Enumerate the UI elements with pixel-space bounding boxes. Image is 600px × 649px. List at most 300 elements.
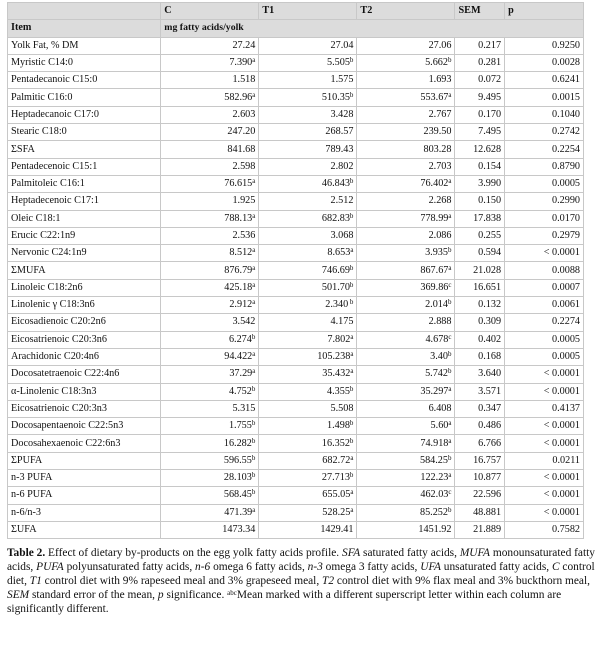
cell-t1 [259,504,357,521]
cell-value: 0.281 [478,57,502,69]
cell-c [161,279,259,296]
table-row [8,106,584,123]
cell-c [161,245,259,262]
cell-value: 462.03 [420,489,449,501]
cell-value: 21.889 [473,524,502,536]
cell-value: 1.755 [228,420,252,432]
cell-t1 [259,279,357,296]
cell-value: 0.2274 [551,316,580,328]
table-caption [7,546,599,616]
cell-p [505,331,584,348]
cell-value: 0.0028 [551,57,580,69]
cell-p [505,175,584,192]
significance-letter: b [349,263,354,272]
row-label: Oleic C18:1 [8,210,161,227]
significance-letter: a [448,263,452,272]
cell-t2 [357,37,455,54]
cell-value: 0.170 [478,108,502,120]
cell-value: 27.06 [428,39,452,51]
cell-value: 0.0005 [551,351,580,363]
cell-c [161,470,259,487]
significance-letter: a [252,211,256,220]
significance-letter: a [448,211,452,220]
cell-value: 1.518 [232,74,256,86]
cell-value: 27.713 [321,472,350,484]
cell-p [505,348,584,365]
header-c: C [161,3,259,20]
row-label: Erucic C22:1n9 [8,227,161,244]
cell-c [161,193,259,210]
cell-value: 682.72 [322,454,351,466]
caption-segment: Effect of dietary by-products on the egg yolk fatty acids profile. [45,547,343,560]
row-label: Linolenic γ C18:3n6 [8,297,161,314]
table-row [8,521,584,538]
cell-p [505,89,584,106]
significance-letter: b [348,298,354,307]
cell-value: 2.603 [232,108,256,120]
row-label: α-Linolenic C18:3n3 [8,383,161,400]
cell-value: 510.35 [321,91,350,103]
cell-c [161,348,259,365]
cell-sem [455,418,505,435]
table-row [8,348,584,365]
cell-value: 0.0088 [551,264,580,276]
cell-t2 [357,435,455,452]
cell-value: 122.23 [420,472,449,484]
cell-sem [455,314,505,331]
cell-t1 [259,331,357,348]
table-row [8,504,584,521]
cell-value: 803.28 [423,143,452,155]
table-row [8,158,584,175]
cell-value: 12.628 [473,143,502,155]
cell-sem [455,348,505,365]
cell-value: 0.255 [478,230,502,241]
caption-abbrev: T1 [29,575,42,588]
significance-letter: b [447,453,452,462]
cell-sem [455,245,505,262]
row-label: ΣPUFA [8,452,161,469]
row-label: Myristic C14:0 [8,54,161,71]
significance-letter: b [251,453,256,462]
caption-abbrev: n-6 [195,561,211,574]
cell-t1 [259,418,357,435]
cell-t1 [259,521,357,538]
caption-abbrev: UFA [420,561,441,574]
caption-superscript: abc [227,589,237,598]
significance-letter: c [448,332,452,341]
cell-value: 16.757 [473,454,502,466]
significance-letter: b [349,384,354,393]
caption-text [7,547,595,615]
cell-p [505,227,584,244]
row-label: Heptadecenoic C17:1 [8,193,161,210]
cell-value: 0.594 [478,247,502,259]
significance-letter: b [251,471,256,480]
row-label: Eicosatrienoic C20:3n3 [8,400,161,417]
table-row [8,89,584,106]
significance-letter: a [252,263,256,272]
cell-t1 [259,452,357,469]
significance-letter: b [349,56,354,65]
header-sem: SEM [455,3,505,20]
significance-letter: c [448,488,452,497]
cell-sem [455,72,505,89]
caption-abbrev: n-3 [307,561,323,574]
table-row [8,210,584,227]
cell-value: 0.0061 [551,299,580,311]
caption-segment: Mean marked with a different superscript letter within each column are significantly different. [7,589,562,616]
cell-sem [455,37,505,54]
table-row [8,37,584,54]
cell-p [505,158,584,175]
cell-sem [455,331,505,348]
row-label: Nervonic C24:1n9 [8,245,161,262]
significance-letter: b [447,298,452,307]
cell-value: 2.086 [428,230,452,241]
cell-c [161,262,259,279]
cell-value: 0.217 [478,39,502,51]
cell-t2 [357,89,455,106]
significance-letter: b [349,436,354,445]
cell-value: 841.68 [227,143,256,155]
cell-value: 1.925 [232,195,256,207]
table-row [8,245,584,262]
cell-c [161,452,259,469]
cell-value: < 0.0001 [543,472,580,484]
cell-p [505,245,584,262]
table-row [8,279,584,296]
cell-value: 568.45 [223,489,252,501]
cell-value: 0.486 [478,420,502,432]
cell-value: < 0.0001 [543,437,580,449]
cell-sem [455,158,505,175]
caption-segment: saturated fatty acids, [360,547,460,560]
significance-letter: b [349,280,354,289]
row-label: Eicosadienoic C20:2n6 [8,314,161,331]
cell-t1 [259,193,357,210]
row-label: Palmitic C16:0 [8,89,161,106]
cell-value: 0.402 [478,333,502,345]
cell-sem [455,487,505,504]
cell-p [505,452,584,469]
table-row [8,331,584,348]
cell-t2 [357,193,455,210]
cell-value: 6.408 [428,402,452,414]
cell-t2 [357,331,455,348]
cell-p [505,366,584,383]
cell-value: 16.651 [473,281,502,293]
significance-letter: a [350,350,354,359]
cell-value: 2.767 [428,108,452,120]
cell-t1 [259,175,357,192]
cell-t2 [357,504,455,521]
table-row [8,418,584,435]
row-label: Docosatetraenoic C22:4n6 [8,366,161,383]
row-label: Docosapentaenoic C22:5n3 [8,418,161,435]
cell-value: 3.40 [430,351,448,363]
header-t2: T2 [357,3,455,20]
row-label: n-6/n-3 [8,504,161,521]
cell-t2 [357,54,455,71]
cell-value: 5.505 [327,57,350,69]
table-row [8,297,584,314]
cell-value: 2.598 [232,160,256,172]
cell-value: < 0.0001 [543,247,580,259]
cell-value: 3.990 [478,178,502,190]
cell-t1 [259,435,357,452]
cell-sem [455,124,505,141]
cell-t2 [357,452,455,469]
cell-p [505,297,584,314]
significance-letter: b [447,367,452,376]
cell-sem [455,227,505,244]
cell-t1 [259,383,357,400]
cell-p [505,124,584,141]
cell-sem [455,504,505,521]
cell-t2 [357,141,455,158]
cell-c [161,487,259,504]
column-header-row [8,3,584,20]
cell-p [505,470,584,487]
cell-value: < 0.0001 [543,385,580,397]
caption-segment: control diet with 9% rapeseed meal and 3% grapeseed meal, [41,575,323,588]
cell-c [161,504,259,521]
cell-value: 7.802 [327,333,351,345]
cell-value: 0.0015 [551,91,580,103]
cell-c [161,418,259,435]
caption-abbrev: MUFA [459,547,490,560]
cell-t2 [357,487,455,504]
table-row [8,487,584,504]
cell-c [161,210,259,227]
cell-value: 268.57 [325,126,354,138]
cell-value: 3.542 [232,316,256,328]
cell-value: 27.04 [330,39,354,51]
fatty-acid-table [7,2,584,539]
cell-value: 0.2742 [551,126,580,138]
cell-t2 [357,348,455,365]
cell-t1 [259,297,357,314]
cell-t1 [259,348,357,365]
cell-t1 [259,141,357,158]
cell-value: 1.498 [327,420,350,432]
caption-abbrev: SFA [342,547,361,560]
significance-letter: b [349,471,354,480]
cell-sem [455,366,505,383]
cell-value: 0.7582 [551,524,580,536]
cell-t1 [259,262,357,279]
cell-value: 2.536 [232,230,256,241]
cell-value: 5.315 [232,402,256,414]
cell-value: 1451.92 [418,524,452,536]
cell-t1 [259,54,357,71]
cell-sem [455,521,505,538]
cell-c [161,383,259,400]
cell-t2 [357,158,455,175]
item-header: Item [8,20,161,37]
cell-sem [455,452,505,469]
cell-value: 4.678 [425,333,449,345]
cell-value: 2.802 [330,160,354,172]
cell-t2 [357,262,455,279]
significance-letter: a [350,332,354,341]
cell-value: 0.0005 [551,333,580,345]
cell-value: 425.18 [224,281,253,293]
cell-t1 [259,400,357,417]
cell-t2 [357,314,455,331]
cell-c [161,158,259,175]
significance-letter: c [448,280,452,289]
cell-t2 [357,210,455,227]
significance-letter: a [252,350,256,359]
table-row [8,193,584,210]
significance-letter: a [448,90,452,99]
row-label: ΣSFA [8,141,161,158]
cell-p [505,262,584,279]
significance-letter: a [252,177,256,186]
cell-value: 10.877 [473,472,502,484]
cell-value: 2.512 [330,195,354,207]
caption-segment: standard error of the mean, [29,589,158,602]
significance-letter: a [350,367,354,376]
cell-value: 9.495 [478,91,502,103]
significance-letter: a [350,488,354,497]
cell-p [505,504,584,521]
cell-value: 37.29 [229,368,253,380]
caption-abbrev: T2 [322,575,335,588]
cell-c [161,106,259,123]
cell-c [161,297,259,314]
caption-segment: monounsaturated fatty acids, [7,547,596,574]
cell-value: 5.662 [425,57,448,69]
significance-letter: a [350,505,354,514]
cell-sem [455,210,505,227]
cell-value: 48.881 [473,506,502,518]
cell-value: 3.068 [330,230,354,241]
cell-c [161,521,259,538]
significance-letter: b [447,505,452,514]
cell-value: 876.79 [224,264,253,276]
cell-value: 21.028 [473,264,502,276]
cell-c [161,141,259,158]
significance-letter: b [349,419,354,428]
cell-value: 5.508 [330,402,354,414]
significance-letter: a [252,90,256,99]
cell-value: 1473.34 [222,524,256,536]
unit-label: mg fatty acids/yolk [161,20,584,37]
cell-value: 16.282 [223,437,252,449]
cell-value: < 0.0001 [543,420,580,432]
cell-t1 [259,227,357,244]
cell-value: 501.70 [321,281,350,293]
cell-p [505,400,584,417]
cell-value: 8.512 [229,247,253,259]
cell-c [161,400,259,417]
cell-value: 553.67 [420,91,449,103]
cell-value: 0.0005 [551,178,580,190]
cell-sem [455,383,505,400]
table-row [8,400,584,417]
cell-t1 [259,487,357,504]
cell-value: 0.150 [478,195,502,207]
row-label: n-6 PUFA [8,487,161,504]
significance-letter: b [251,332,256,341]
cell-value: 788.13 [224,212,253,224]
cell-t1 [259,210,357,227]
caption-segment: unsaturated fatty acids, [440,561,552,574]
row-label: n-3 PUFA [8,470,161,487]
row-label: Pentadecenoic C15:1 [8,158,161,175]
cell-sem [455,175,505,192]
row-label: Linoleic C18:2n6 [8,279,161,296]
cell-value: 746.69 [321,264,350,276]
caption-abbrev: SEM [7,589,30,602]
cell-sem [455,106,505,123]
cell-value: 0.347 [478,402,502,414]
cell-value: < 0.0001 [543,506,580,518]
table-body [8,37,584,539]
cell-t1 [259,470,357,487]
cell-value: 2.014 [425,299,448,311]
cell-value: 94.422 [224,351,253,363]
row-label: ΣMUFA [8,262,161,279]
cell-value: 76.615 [224,178,253,190]
cell-c [161,227,259,244]
table-row [8,262,584,279]
cell-t1 [259,366,357,383]
cell-c [161,175,259,192]
caption-abbrev: PUFA [36,561,64,574]
cell-value: 0.8790 [551,160,580,172]
cell-value: 867.67 [420,264,449,276]
significance-letter: b [447,246,452,255]
row-label: Heptadecanoic C17:0 [8,106,161,123]
cell-t2 [357,297,455,314]
cell-sem [455,89,505,106]
row-label: ΣUFA [8,521,161,538]
table-row [8,124,584,141]
caption-segment: significance. [163,589,228,602]
cell-c [161,331,259,348]
caption-segment: omega 3 fatty acids, [322,561,421,574]
cell-value: 0.132 [478,299,502,311]
cell-value: 3.640 [478,368,502,380]
cell-p [505,279,584,296]
cell-t1 [259,72,357,89]
cell-p [505,418,584,435]
cell-t1 [259,245,357,262]
cell-value: 22.596 [473,489,502,501]
cell-value: 27.24 [232,39,256,51]
significance-letter: a [252,246,256,255]
table-row [8,54,584,71]
cell-t2 [357,72,455,89]
cell-value: 0.0007 [551,281,580,293]
cell-t1 [259,89,357,106]
cell-c [161,54,259,71]
cell-c [161,124,259,141]
cell-value: 1.693 [428,74,452,86]
cell-value: 76.402 [420,178,449,190]
header-blank [8,3,161,20]
cell-value: 16.352 [321,437,350,449]
table-row [8,366,584,383]
header-p: p [505,3,584,20]
cell-c [161,435,259,452]
cell-value: 7.495 [478,126,502,138]
cell-value: 0.309 [478,316,502,328]
